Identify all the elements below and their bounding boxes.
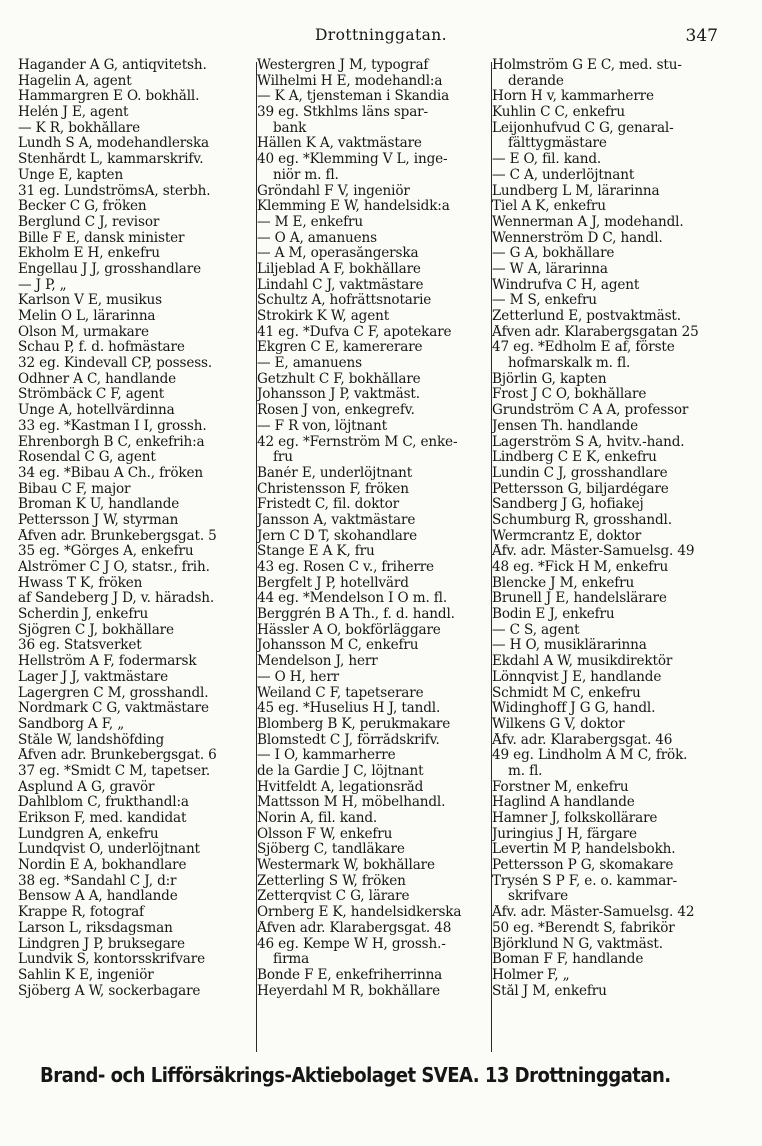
directory-entry: Mendelson J, herr (257, 654, 378, 670)
directory-entry: Strömbäck C F, agent (18, 387, 165, 403)
directory-entry: Strokirk K W, agent (257, 309, 390, 324)
directory-entry: Heyerdahl M R, bokhållare (257, 983, 441, 999)
page-number: 347 (685, 26, 718, 46)
directory-entry: Leijonhufvud C G, genaral- (492, 120, 674, 136)
directory-entry: Hwass T K, fröken (18, 575, 143, 591)
directory-entry: — M S, enkefru (492, 293, 597, 309)
directory-entry: 35 eg. *Görges A, enkefru (18, 544, 194, 560)
directory-entry: Frost J C O, bokhållare (492, 387, 647, 403)
directory-entry: Getzhult C F, bokhållare (257, 371, 421, 387)
directory-entry: Pettersson P G, skomakare (492, 858, 674, 874)
directory-entry: Örnberg E K, handelsidkerska (257, 905, 462, 921)
directory-entry: Bonde F E, enkefriherrinna (257, 967, 443, 983)
directory-entry: Becker C G, fröken (18, 199, 147, 215)
directory-entry: — F R von, löjtnant (257, 418, 387, 434)
directory-entry: Sandborg A F, „ (18, 716, 125, 732)
directory-entry: Rosendal C G, agent (18, 450, 156, 466)
directory-entry: Lindberg C E K, enkefru (492, 450, 657, 466)
directory-entry: Ekgren C E, kamererare (257, 340, 423, 356)
directory-entry: 46 eg. Kempe W H, grossh.- (257, 936, 446, 952)
directory-entry: 44 eg. *Mendelson I O m. fl. (257, 591, 448, 607)
directory-entry: — W A, lärarinna (492, 261, 608, 277)
directory-entry: Bibau C F, major (18, 481, 131, 497)
directory-entry: Melin O L, lärarinna (18, 309, 156, 324)
directory-entry: Norin A, fil. kand. (257, 811, 378, 826)
directory-entry: 39 eg. Stkhlms läns spar- (257, 105, 428, 121)
directory-entry: — A M, operasångerska (257, 246, 419, 262)
directory-entry: — E O, fil. kand. (492, 152, 602, 168)
directory-entry: 36 eg. Statsverket (18, 638, 142, 654)
directory-entry: Boman F F, handlande (492, 952, 644, 968)
street-title: Drottninggatan. (314, 26, 447, 44)
directory-entry: Olson M, urmakare (18, 324, 149, 340)
directory-entry: Scherdin J, enkefru (18, 607, 149, 623)
directory-entry: Gröndahl F V, ingeniör (257, 183, 410, 199)
directory-entry: Westermark W, bokhållare (257, 858, 435, 874)
directory-entry: derande (508, 73, 564, 89)
directory-entry: Broman K U, handlande (18, 497, 180, 513)
directory-entry: Juringius J H, färgare (492, 826, 637, 842)
directory-entry: Erikson F, med. kandidat (18, 811, 187, 826)
directory-entry: Åfv. adr. Mäster-Samuelsg. 42 (492, 905, 695, 921)
directory-entry: Sjögren C J, bokhållare (18, 622, 174, 638)
directory-entry: Zetterqvist C G, lärare (257, 889, 410, 905)
directory-entry: Weiland C F, tapetserare (257, 685, 424, 701)
directory-entry: Lönnqvist J E, handlande (492, 669, 662, 685)
directory-entry: Wermcrantz E, doktor (492, 528, 642, 544)
directory-entry: Lagergren C M, grosshandl. (18, 685, 209, 701)
directory-entry: Grundström C A A, professor (492, 403, 689, 419)
directory-entry: m. fl. (508, 763, 543, 779)
directory-entry: Bensow A A, handlande (18, 889, 178, 905)
directory-entry: 49 eg. Lindholm A M C, frök. (492, 748, 688, 764)
directory-entry: firma (273, 952, 310, 968)
directory-entry: Haglind A handlande (492, 795, 635, 811)
directory-entry: Forstner M, enkefru (492, 779, 629, 795)
directory-entry: — H O, musiklärarinna (492, 638, 647, 654)
directory-entry: — C A, underlöjtnant (492, 167, 635, 183)
directory-entry: Lundvik S, kontorsskrifvare (18, 952, 205, 968)
directory-entry: Zetterlund E, postvaktmäst. (492, 309, 681, 324)
directory-entry: Hammargren E O. bokhåll. (18, 89, 200, 105)
directory-entry: — K A, tjensteman i Skandia (257, 89, 450, 105)
directory-entry: Karlson V E, musikus (18, 293, 162, 309)
directory-entry: — K R, bokhållare (18, 120, 141, 136)
directory-entry: Wennerman A J, modehandl. (492, 214, 684, 230)
directory-entry: Windrufva C H, agent (492, 277, 640, 293)
directory-columns (18, 58, 752, 1058)
directory-entry: Johansson M C, enkefru (257, 638, 419, 654)
directory-entry: Unge E, kapten (18, 167, 124, 183)
directory-entry: Brunell J E, handelslärare (492, 591, 667, 607)
directory-entry: Blencke J M, enkefru (492, 575, 635, 591)
directory-entry: Odhner A C, handlande (18, 371, 177, 387)
directory-entry: 48 eg. *Fick H M, enkefru (492, 560, 669, 575)
directory-entry: Hagander A G, antiqvitetsh. (18, 58, 207, 73)
directory-entry: hofmarskalk m. fl. (508, 356, 631, 372)
directory-entry: Stange E A K, fru (257, 544, 375, 560)
column-2 (257, 58, 489, 999)
directory-entry: Dahlblom C, frukthandl:a (18, 795, 189, 811)
directory-entry: 33 eg. *Kastman I I, grossh. (18, 418, 207, 434)
directory-entry: — I O, kammarherre (257, 748, 396, 764)
directory-entry: — G A, bokhållare (492, 246, 615, 262)
directory-entry: Liljeblad A F, bokhållare (257, 261, 421, 277)
directory-entry: Ehrenborgh B C, enkefrih:a (18, 434, 205, 450)
directory-entry: Sahlin K E, ingeniör (18, 967, 154, 983)
directory-entry: Stål J M, enkefru (492, 983, 607, 999)
directory-entry: Johansson J P, vaktmäst. (257, 387, 420, 403)
directory-entry: Ståle W, landshöfding (18, 732, 165, 748)
directory-entry: Holmström G E C, med. stu- (492, 58, 682, 73)
directory-entry: Engellau J J, grosshandlare (18, 261, 201, 277)
directory-entry: Bodin E J, enkefru (492, 607, 615, 623)
column-3 (492, 58, 754, 999)
directory-entry: Berggrén B A Th., f. d. handl. (257, 607, 455, 623)
directory-entry: Levertin M P, handelsbokh. (492, 842, 676, 858)
footer-advertisement: Brand- och Lifförsäkrings-Aktiebolaget SVEA. 13 Drottninggatan. (40, 1063, 671, 1087)
directory-entry: Wennerström D C, handl. (492, 230, 663, 246)
directory-entry: — O H, herr (257, 669, 340, 685)
directory-entry: Åfven adr. Klarabergsgat. 48 (257, 920, 452, 936)
directory-entry: Alströmer C J O, statsr., frih. (18, 560, 210, 575)
directory-entry: Jensen Th. handlande (492, 418, 639, 434)
directory-entry: Fristedt C, fil. doktor (257, 497, 399, 513)
directory-entry: Åfven adr. Brunkebergsgat. 5 (18, 528, 217, 544)
page-header (0, 26, 762, 50)
directory-entry: Horn H v, kammarherre (492, 89, 654, 105)
directory-entry: 47 eg. *Edholm E af, förste (492, 340, 675, 356)
directory-entry: Åfven adr. Klarabergsgatan 25 (492, 324, 699, 340)
directory-entry: 34 eg. *Bibau A Ch., fröken (18, 465, 203, 481)
directory-entry: 40 eg. *Klemming V L, inge- (257, 152, 448, 168)
directory-entry: af Sandeberg J D, v. häradsh. (18, 591, 215, 607)
directory-entry: Blomstedt C J, förrådskrifv. (257, 732, 440, 748)
directory-entry: Hagelin A, agent (18, 73, 132, 89)
directory-entry: Lager J J, vaktmästare (18, 669, 169, 685)
directory-entry: Stenhårdt L, kammarskrifv. (18, 152, 204, 168)
directory-entry: Åfven adr. Brunkebergsgat. 6 (18, 748, 217, 764)
directory-entry: 45 eg. *Huselius H J, tandl. (257, 701, 441, 717)
directory-entry: Björklund N G, vaktmäst. (492, 936, 663, 952)
directory-entry: Pettersson J W, styrman (18, 512, 179, 528)
directory-entry: fälttygmästare (508, 136, 607, 152)
directory-entry: 43 eg. Rosen C v., friherre (257, 560, 434, 575)
directory-entry: Hällen K A, vaktmästare (257, 136, 422, 152)
directory-entry: Bille F E, dansk minister (18, 230, 185, 246)
directory-entry: — E, amanuens (257, 356, 362, 372)
directory-entry: 31 eg. LundströmsA, sterbh. (18, 183, 211, 199)
directory-entry: 50 eg. *Berendt S, fabrikör (492, 920, 675, 936)
directory-entry: Asplund A G, gravör (18, 779, 155, 795)
directory-entry: — O A, amanuens (257, 230, 377, 246)
directory-entry: Unge A, hotellvärdinna (18, 403, 175, 419)
directory-entry: Hässler A O, bokförläggare (257, 622, 441, 638)
directory-entry: — C S, agent (492, 622, 580, 638)
directory-entry: Trysén S P F, e. o. kammar- (492, 873, 677, 889)
directory-entry: Wilhelmi H E, modehandl:a (257, 73, 443, 89)
directory-entry: Pettersson G, biljardégare (492, 481, 669, 497)
directory-entry: Christensson F, fröken (257, 481, 409, 497)
directory-entry: Ekholm E H, enkefru (18, 246, 160, 262)
directory-entry: Nordmark C G, vaktmästare (18, 701, 209, 717)
directory-entry: Lundgren A, enkefru (18, 826, 159, 842)
directory-entry: Sandberg J G, hofiakej (492, 497, 644, 513)
directory-entry: 42 eg. *Fernström M C, enke- (257, 434, 458, 450)
directory-entry: Schumburg R, grosshandl. (492, 512, 672, 528)
directory-entry: Lundqvist O, underlöjtnant (18, 842, 200, 858)
directory-entry: Blomberg B K, perukmakare (257, 716, 451, 732)
directory-entry: Hellström A F, fodermarsk (18, 654, 197, 670)
directory-entry: Rosen J von, enkegrefv. (257, 403, 415, 419)
directory-entry: Westergren J M, typograf (257, 58, 429, 73)
directory-entry: Kuhlin C C, enkefru (492, 105, 625, 121)
directory-entry: 41 eg. *Dufva C F, apotekare (257, 324, 452, 340)
directory-entry: Tiel A K, enkefru (492, 199, 606, 215)
directory-entry: Krappe R, fotograf (18, 905, 144, 921)
column-1 (18, 58, 254, 999)
directory-entry: Lundberg L M, lärarinna (492, 183, 660, 199)
directory-entry: 37 eg. *Smidt C M, tapetser. (18, 763, 211, 779)
directory-entry: Helén J E, agent (18, 105, 129, 121)
directory-entry: Åfv. adr. Klarabergsgat. 46 (492, 732, 673, 748)
directory-entry: Jansson A, vaktmästare (257, 512, 416, 528)
directory-entry: Ekdahl A W, musikdirektör (492, 654, 673, 670)
directory-entry: Åfv. adr. Mäster-Samuelsg. 49 (492, 544, 695, 560)
directory-entry: 38 eg. *Sandahl C J, d:r (18, 873, 177, 889)
directory-entry: Nordin E A, bokhandlare (18, 858, 187, 874)
directory-entry: Lindgren J P, bruksegare (18, 936, 185, 952)
directory-entry: bank (273, 120, 307, 136)
directory-entry: Jern C D T, skohandlare (257, 528, 417, 544)
directory-entry: de la Gardie J C, löjtnant (257, 763, 424, 779)
directory-entry: Holmer F, „ (492, 967, 570, 983)
directory-entry: Lundh S A, modehandlerska (18, 136, 210, 152)
directory-entry: Zetterling S W, fröken (257, 873, 406, 889)
directory-entry: Schau P, f. d. hofmästare (18, 340, 185, 356)
directory-entry: Lagerström S A, hvitv.-hand. (492, 434, 685, 450)
directory-entry: Hamner J, folkskollärare (492, 811, 658, 826)
directory-entry: Olsson F W, enkefru (257, 826, 393, 842)
directory-entry: Widinghoff J G G, handl. (492, 701, 656, 717)
directory-entry: Mattsson M H, möbelhandl. (257, 795, 446, 811)
directory-entry: Hvitfeldt A, legationsråd (257, 779, 424, 795)
directory-entry: Larson L, riksdagsman (18, 920, 173, 936)
directory-entry: Lindahl C J, vaktmästare (257, 277, 424, 293)
directory-entry: Lundin C J, grosshandlare (492, 465, 668, 481)
directory-entry: Sjöberg C, tandläkare (257, 842, 405, 858)
directory-entry: Wilkens G V, doktor (492, 716, 625, 732)
directory-entry: Bergfelt J P, hotellvärd (257, 575, 409, 591)
directory-entry: 32 eg. Kindevall CP, possess. (18, 356, 213, 372)
directory-entry: Klemming E W, handelsidk:a (257, 199, 450, 215)
directory-entry: niör m. fl. (273, 167, 339, 183)
directory-entry: — M E, enkefru (257, 214, 363, 230)
directory-entry: Sjöberg A W, sockerbagare (18, 983, 201, 999)
directory-entry: Schultz A, hofrättsnotarie (257, 293, 432, 309)
directory-entry: Berglund C J, revisor (18, 214, 160, 230)
directory-entry: Schmidt M C, enkefru (492, 685, 641, 701)
directory-entry: Banér E, underlöjtnant (257, 465, 413, 481)
directory-entry: fru (273, 450, 293, 466)
directory-entry: skrifvare (508, 889, 569, 905)
directory-entry: Björlin G, kapten (492, 371, 607, 387)
directory-entry: — J P, „ (18, 277, 67, 293)
